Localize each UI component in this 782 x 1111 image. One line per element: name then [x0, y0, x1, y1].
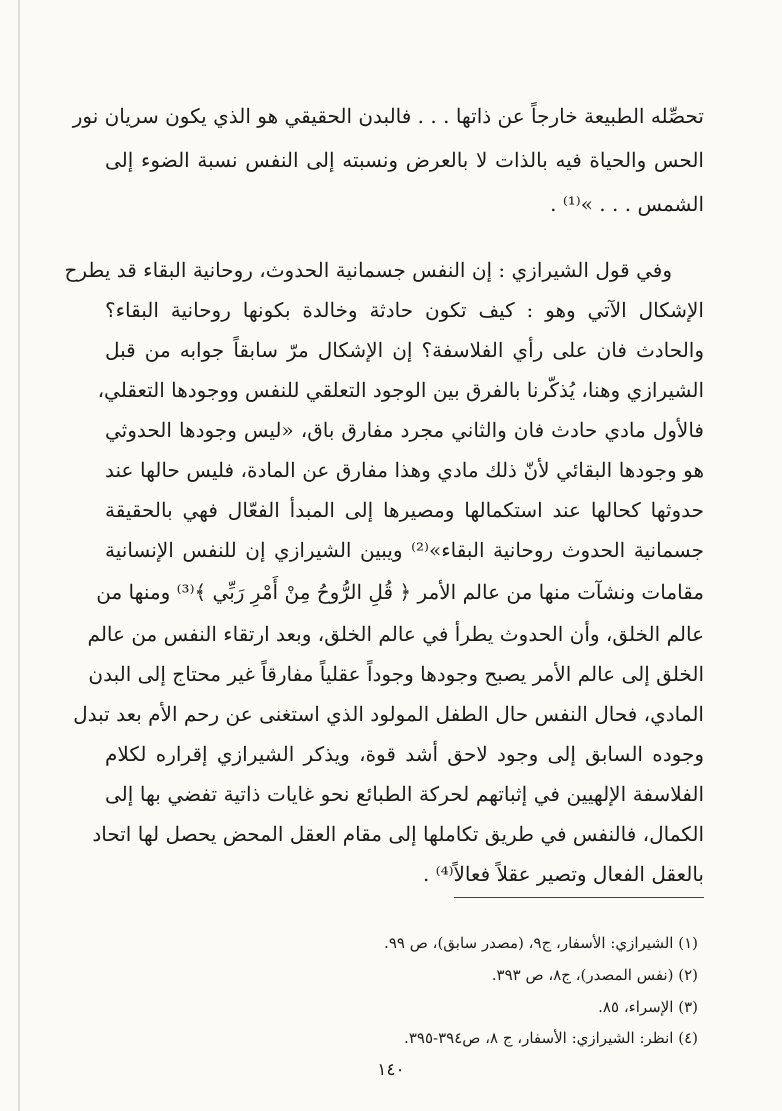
page-number: ١٤٠	[377, 1060, 405, 1080]
footnote-1: (١) الشيرازي: الأسفار، ج٩، (مصدر سابق)، ص ٩٩.	[384, 934, 698, 952]
text-line: الشيرازي وهنا، يُذكّرنا بالفرق بين الوجود التعلقي للنفس ووجودها التعقلي،	[97, 378, 704, 402]
text-line: الفلاسفة الإلهيين في إثباتهم لحركة الطبائع نحو غايات ذاتية تفضي بها إلى	[105, 782, 704, 806]
text-line: وفي قول الشيرازي : إن النفس جسمانية الحدوث، روحانية البقاء قد يطرح	[64, 258, 672, 282]
text-line: الحس والحياة فيه بالذات لا بالعرض ونسبته إلى النفس نسبة الضوء إلى	[105, 148, 704, 172]
text-line: الشمس . . . »⁽¹⁾ .	[550, 192, 704, 216]
footnote-2: (٢) (نفس المصدر)، ج٨، ص ٣٩٣.	[491, 966, 698, 984]
text-line: عالم الخلق، وأن الحدوث يطرأ في عالم الخلق، وبعد ارتقاء النفس من عالم	[87, 622, 704, 646]
text-line: الخلق إلى عالم الأمر يصبح وجودها وجوداً عقلياً مفارقاً غير محتاج إلى البدن	[88, 662, 704, 686]
text-line: مقامات ونشآت منها من عالم الأمر ﴿ قُلِ الرُّوحُ مِنْ أَمْرِ رَبِّي ﴾⁽³⁾ ومنها من	[96, 580, 704, 604]
text-line: المادي، فحال النفس حال الطفل المولود الذي استغنى عن رحم الأم بعد تبدل	[73, 702, 704, 726]
footnote-4: (٤) انظر: الشيرازي: الأسفار، ج ٨، ص٣٩٤-٣٩٥.	[404, 1029, 698, 1047]
page-edge-line	[18, 0, 20, 1111]
text-line: فالأول مادي حادث فان والثاني مجرد مفارق باق، «ليس وجودها الحدوثي	[105, 418, 704, 442]
text-line: الإشكال الآتي وهو : كيف تكون حادثة وخالدة بكونها روحانية البقاء؟	[105, 298, 704, 322]
text-line: حدوثها كحالها عند استكمالها ومصيرها إلى المبدأ الفعّال فهي بالحقيقة	[105, 498, 704, 522]
footnote-3: (٣) الإسراء، ٨٥.	[598, 998, 698, 1016]
text-line: والحادث فان على رأي الفلاسفة؟ إن الإشكال مرّ سابقاً جوابه من قبل	[105, 338, 704, 362]
text-line: هو وجودها البقائي لأنّ ذلك مادي وهذا مفارق عن المادة، فليس حالها عند	[105, 458, 704, 482]
text-line: بالعقل الفعال وتصير عقلاً فعالاً⁽⁴⁾ .	[422, 862, 704, 886]
footnote-separator	[454, 897, 704, 898]
text-line: تحصِّله الطبيعة خارجاً عن ذاتها . . . فالبدن الحقيقي هو الذي يكون سريان نور	[72, 104, 704, 128]
text-line: وجوده السابق إلى وجود لاحق أشد قوة، ويذكر الشيرازي إقراره لكلام	[105, 742, 704, 766]
text-line: الكمال، فالنفس في طريق تكاملها إلى مقام العقل المحض يحصل لها اتحاد	[92, 822, 704, 846]
text-line: جسمانية الحدوث روحانية البقاء»⁽²⁾ ويبين الشيرازي إن للنفس الإنسانية	[105, 538, 704, 562]
